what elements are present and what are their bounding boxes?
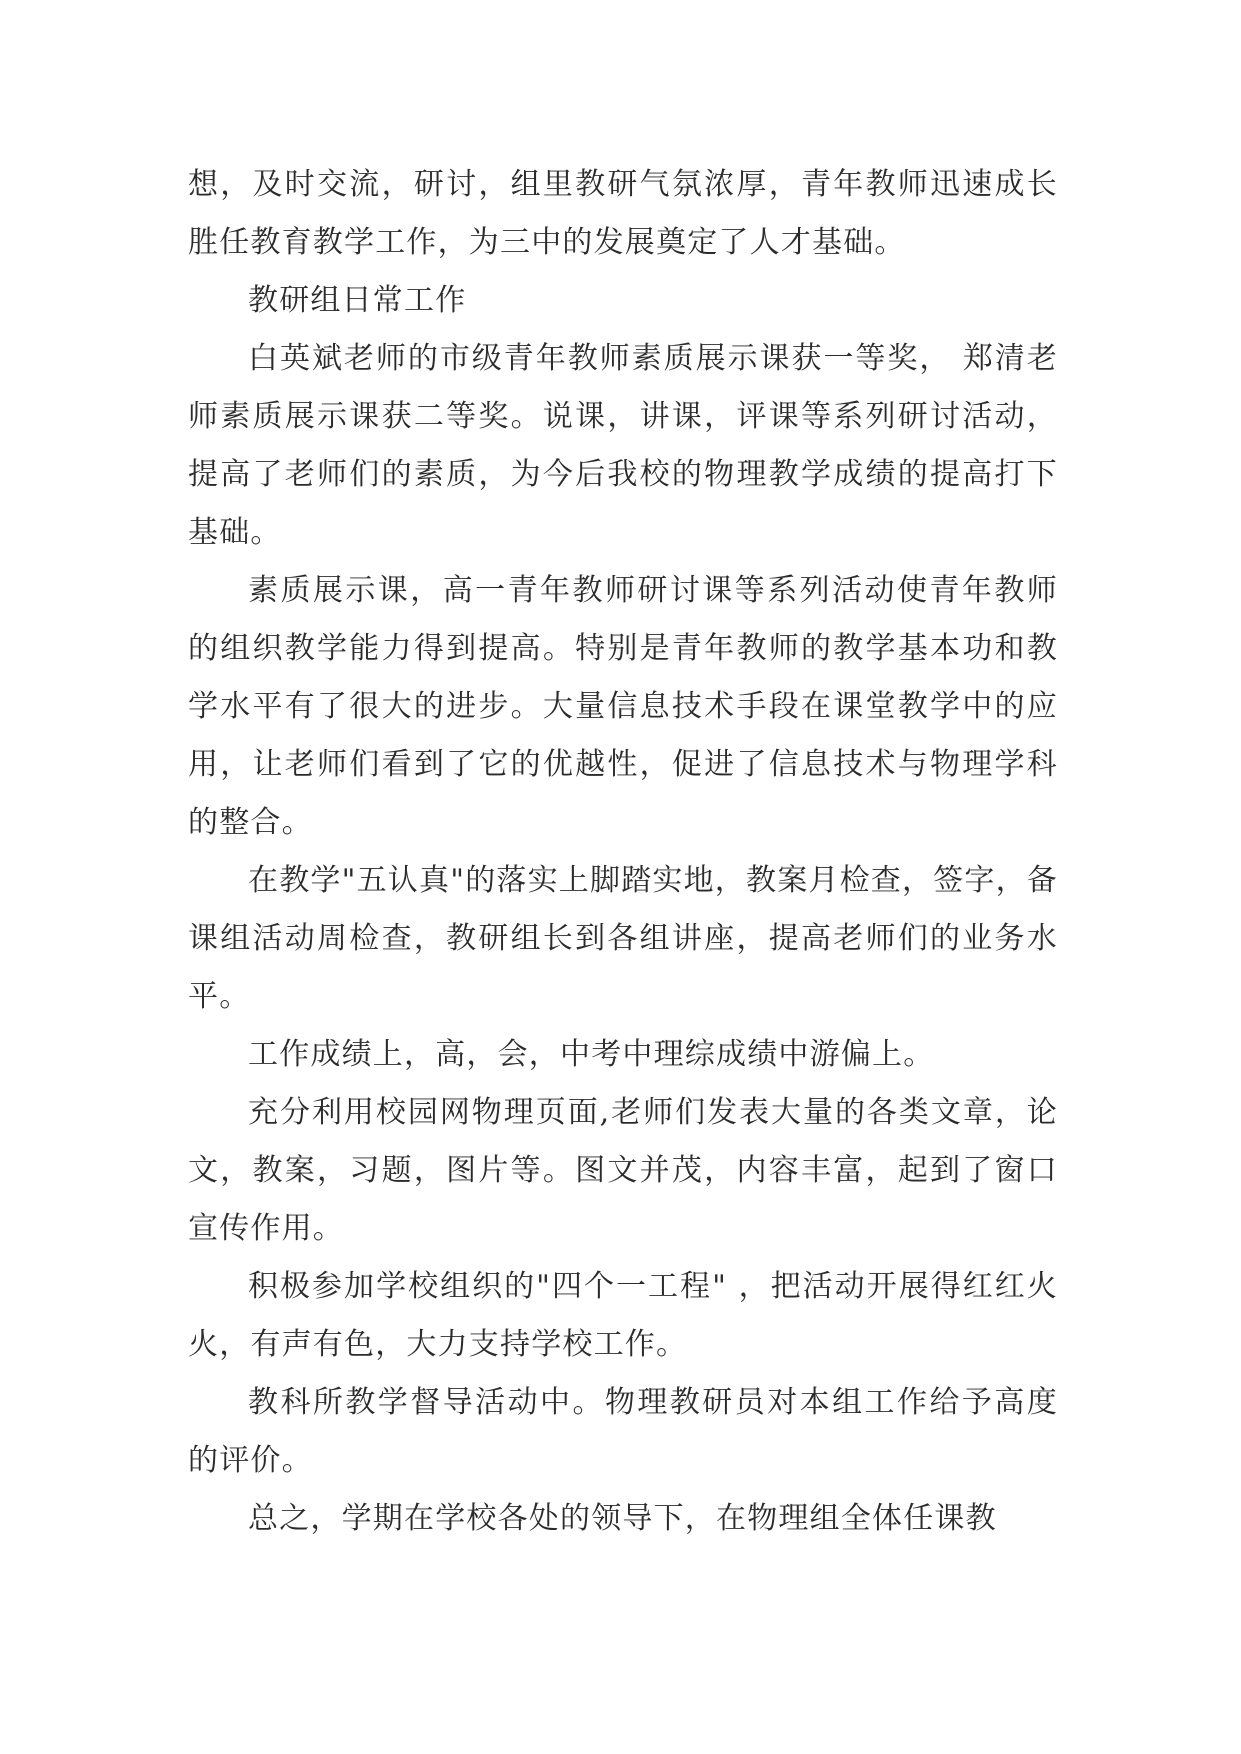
paragraph: 总之，学期在学校各处的领导下，在物理组全体任课教	[248, 1501, 997, 1536]
paragraph: 素质展示课，高一青年教师研讨课等系列活动使青年教师的组织教学能力得到提高。特别是青年教师的教学基本功和教学水平有了很大的进步。大量信息技术手段在课堂教学中的应用，让老师们看到了它的优越性，促进了信息技术与物理学科的整合。	[188, 573, 1058, 840]
section-heading: 教研组日常工作	[248, 283, 467, 318]
paragraph: 白英斌老师的市级青年教师素质展示课获一等奖， 郑清老师素质展示课获二等奖。说课，讲课，评课等系列研讨活动，提高了老师们的素质，为今后我校的物理教学成绩的提高打下基础。	[188, 341, 1058, 550]
paragraph-continuation: 想，及时交流，研讨，组里教研气氛浓厚，青年教师迅速成长胜任教育教学工作，为三中的发展奠定了人才基础。	[188, 167, 1058, 260]
paragraph: 教科所教学督导活动中。物理教研员对本组工作给予高度的评价。	[188, 1385, 1058, 1478]
document-body	[188, 156, 1058, 1548]
paragraph: 在教学"五认真"的落实上脚踏实地，教案月检查，签字，备课组活动周检查，教研组长到各组讲座，提高老师们的业务水平。	[188, 863, 1058, 1014]
paragraph: 工作成绩上，高，会，中考中理综成绩中游偏上。	[248, 1037, 935, 1072]
paragraph: 积极参加学校组织的"四个一工程" ，把活动开展得红红火火，有声有色，大力支持学校工作。	[188, 1269, 1058, 1362]
paragraph: 充分利用校园网物理页面,老师们发表大量的各类文章，论文，教案，习题，图片等。图文并茂，内容丰富，起到了窗口宣传作用。	[188, 1095, 1058, 1246]
